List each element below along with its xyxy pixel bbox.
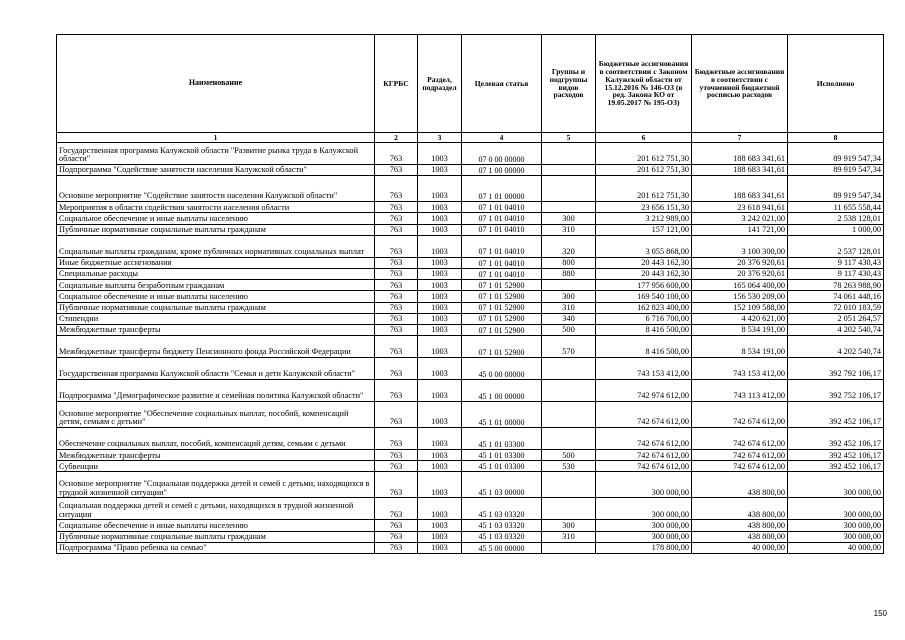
table-row	[57, 235, 884, 257]
row-target-cell: 07 1 01 04010	[462, 257, 542, 268]
row-refined-cell: 23 618 941,61	[692, 202, 788, 213]
row-executed-cell: 2 537 128,01	[788, 235, 884, 257]
row-group-cell: 300	[542, 213, 596, 224]
row-section-cell: 1003	[418, 472, 462, 498]
table-row	[57, 302, 884, 313]
column-number: 4	[462, 133, 542, 143]
row-refined-cell: 20 376 920,61	[692, 257, 788, 268]
row-group-cell	[542, 165, 596, 176]
row-target-cell: 07 1 01 52900	[462, 313, 542, 324]
row-name-cell: Государственная программа Калужской области "Семья и дети Калужской области"	[57, 358, 375, 380]
row-section-cell: 1003	[418, 165, 462, 176]
row-group-cell: 880	[542, 268, 596, 279]
row-name-cell: Основное мероприятие "Социальная поддержка детей и семей с детьми, находящихся в трудной жизненной ситуации"	[57, 472, 375, 498]
row-approved-cell: 157 121,00	[596, 224, 692, 235]
row-executed-cell: 1 000,00	[788, 224, 884, 235]
row-refined-cell: 438 800,00	[692, 472, 788, 498]
row-section-cell: 1003	[418, 380, 462, 402]
row-target-cell: 45 1 03 00000	[462, 472, 542, 498]
table-row	[57, 450, 884, 461]
table-row	[57, 313, 884, 324]
row-target-cell: 07 1 01 04010	[462, 213, 542, 224]
row-kgrbs-cell: 763	[375, 176, 418, 202]
row-kgrbs-cell: 763	[375, 520, 418, 531]
row-approved-cell: 162 823 400,00	[596, 302, 692, 313]
row-approved-cell: 169 540 100,00	[596, 291, 692, 302]
row-executed-cell: 4 202 540,74	[788, 336, 884, 358]
row-target-cell: 07 1 01 00000	[462, 176, 542, 202]
row-approved-cell: 201 612 751,30	[596, 176, 692, 202]
row-refined-cell: 4 420 621,00	[692, 313, 788, 324]
row-refined-cell: 438 800,00	[692, 498, 788, 520]
row-executed-cell: 78 263 988,90	[788, 280, 884, 291]
row-executed-cell: 392 452 106,17	[788, 461, 884, 472]
row-refined-cell: 742 674 612,00	[692, 461, 788, 472]
row-kgrbs-cell: 763	[375, 302, 418, 313]
row-kgrbs-cell: 763	[375, 428, 418, 450]
row-executed-cell: 40 000,00	[788, 542, 884, 553]
row-executed-cell: 72 010 183,59	[788, 302, 884, 313]
row-executed-cell: 392 752 106,17	[788, 380, 884, 402]
row-name-cell: Основное мероприятие "Обеспечение социальных выплат, пособий, компенсаций детям, семьям с детьми"	[57, 402, 375, 428]
row-section-cell: 1003	[418, 520, 462, 531]
row-approved-cell: 23 656 151,30	[596, 202, 692, 213]
row-kgrbs-cell: 763	[375, 461, 418, 472]
row-executed-cell: 11 655 558,44	[788, 202, 884, 213]
row-group-cell: 340	[542, 313, 596, 324]
row-group-cell	[542, 542, 596, 553]
row-section-cell: 1003	[418, 324, 462, 335]
row-group-cell: 500	[542, 450, 596, 461]
row-approved-cell: 178 800,00	[596, 542, 692, 553]
row-refined-cell: 40 000,00	[692, 542, 788, 553]
row-section-cell: 1003	[418, 461, 462, 472]
row-target-cell: 07 1 01 04010	[462, 268, 542, 279]
row-executed-cell: 2 051 264,57	[788, 313, 884, 324]
table-row	[57, 531, 884, 542]
row-name-cell: Социальное обеспечение и иные выплаты населению	[57, 213, 375, 224]
row-target-cell: 45 1 03 03320	[462, 531, 542, 542]
row-kgrbs-cell: 763	[375, 213, 418, 224]
row-executed-cell: 9 117 430,43	[788, 257, 884, 268]
row-name-cell: Межбюджетные трансферты	[57, 324, 375, 335]
row-name-cell: Публичные нормативные социальные выплаты гражданам	[57, 302, 375, 313]
row-approved-cell: 742 674 612,00	[596, 461, 692, 472]
row-target-cell: 07 0 00 00000	[462, 143, 542, 165]
row-section-cell: 1003	[418, 235, 462, 257]
table-row	[57, 520, 884, 531]
row-approved-cell: 20 443 162,30	[596, 257, 692, 268]
row-target-cell: 07 1 00 00000	[462, 165, 542, 176]
header-section: Раздел, подраздел	[418, 35, 462, 133]
row-section-cell: 1003	[418, 202, 462, 213]
row-name-cell: Государственная программа Калужской области "Развитие рынка труда в Калужской области"	[57, 143, 375, 165]
row-refined-cell: 188 683 341,61	[692, 176, 788, 202]
row-approved-cell: 742 974 612,00	[596, 380, 692, 402]
row-kgrbs-cell: 763	[375, 380, 418, 402]
row-approved-cell: 3 212 989,00	[596, 213, 692, 224]
table-row	[57, 143, 884, 165]
row-section-cell: 1003	[418, 176, 462, 202]
row-approved-cell: 742 674 612,00	[596, 428, 692, 450]
row-kgrbs-cell: 763	[375, 358, 418, 380]
row-section-cell: 1003	[418, 402, 462, 428]
table-row	[57, 165, 884, 176]
row-approved-cell: 177 956 600,00	[596, 280, 692, 291]
row-target-cell: 45 5 00 00000	[462, 542, 542, 553]
row-name-cell: Социальная поддержка детей и семей с детьми, находящихся в трудной жизненной ситуации	[57, 498, 375, 520]
table-row	[57, 428, 884, 450]
table-row	[57, 202, 884, 213]
row-group-cell: 300	[542, 291, 596, 302]
row-kgrbs-cell: 763	[375, 472, 418, 498]
row-refined-cell: 165 064 400,00	[692, 280, 788, 291]
column-number: 6	[596, 133, 692, 143]
row-refined-cell: 742 674 612,00	[692, 428, 788, 450]
table-row	[57, 498, 884, 520]
table-row	[57, 402, 884, 428]
row-approved-cell: 20 443 162,30	[596, 268, 692, 279]
row-executed-cell: 392 792 106,17	[788, 358, 884, 380]
header-approved: Бюджетные ассигнования в соответствии с Законом Калужской области от 15.12.2016 № 146-ОЗ (в ред. Закона КО от 19.05.2017 № 195-ОЗ)	[596, 35, 692, 133]
row-refined-cell: 743 113 412,00	[692, 380, 788, 402]
row-kgrbs-cell: 763	[375, 531, 418, 542]
row-executed-cell: 2 538 128,01	[788, 213, 884, 224]
row-name-cell: Обеспечение социальных выплат, пособий, компенсаций детям, семьям с детьми	[57, 428, 375, 450]
row-group-cell	[542, 498, 596, 520]
row-executed-cell: 74 061 448,16	[788, 291, 884, 302]
table-row	[57, 336, 884, 358]
row-target-cell: 45 1 01 03300	[462, 461, 542, 472]
table-row	[57, 280, 884, 291]
row-executed-cell: 392 452 106,17	[788, 450, 884, 461]
row-section-cell: 1003	[418, 313, 462, 324]
row-section-cell: 1003	[418, 280, 462, 291]
row-section-cell: 1003	[418, 498, 462, 520]
row-name-cell: Иные бюджетные ассигнования	[57, 257, 375, 268]
row-approved-cell: 8 416 500,00	[596, 336, 692, 358]
row-name-cell: Подпрограмма "Демографическое развитие и семейная политика Калужской области"	[57, 380, 375, 402]
row-refined-cell: 156 530 209,00	[692, 291, 788, 302]
row-target-cell: 07 1 01 52900	[462, 280, 542, 291]
column-number: 1	[57, 133, 375, 143]
row-name-cell: Публичные нормативные социальные выплаты гражданам	[57, 224, 375, 235]
row-refined-cell: 141 721,00	[692, 224, 788, 235]
row-executed-cell: 89 919 547,34	[788, 165, 884, 176]
row-refined-cell: 3 242 021,00	[692, 213, 788, 224]
row-section-cell: 1003	[418, 336, 462, 358]
row-approved-cell: 300 000,00	[596, 472, 692, 498]
row-name-cell: Стипендии	[57, 313, 375, 324]
table-row	[57, 268, 884, 279]
row-section-cell: 1003	[418, 268, 462, 279]
row-kgrbs-cell: 763	[375, 257, 418, 268]
row-kgrbs-cell: 763	[375, 402, 418, 428]
column-number-row	[57, 133, 884, 143]
row-refined-cell: 188 683 341,61	[692, 143, 788, 165]
header-name: Наименование	[57, 35, 375, 133]
column-number: 7	[692, 133, 788, 143]
row-section-cell: 1003	[418, 428, 462, 450]
row-target-cell: 07 1 01 52900	[462, 291, 542, 302]
row-group-cell	[542, 402, 596, 428]
row-kgrbs-cell: 763	[375, 542, 418, 553]
row-name-cell: Мероприятия в области содействия занятости населения области	[57, 202, 375, 213]
row-name-cell: Социальное обеспечение и иные выплаты населению	[57, 291, 375, 302]
row-section-cell: 1003	[418, 542, 462, 553]
row-executed-cell: 89 919 547,34	[788, 143, 884, 165]
row-name-cell: Подпрограмма "Содействие занятости населения Калужской области"	[57, 165, 375, 176]
column-number: 5	[542, 133, 596, 143]
row-group-cell	[542, 358, 596, 380]
row-kgrbs-cell: 763	[375, 324, 418, 335]
row-name-cell: Социальные выплаты безработным гражданам	[57, 280, 375, 291]
row-group-cell	[542, 280, 596, 291]
header-executed: Исполнено	[788, 35, 884, 133]
row-target-cell: 45 1 03 03320	[462, 520, 542, 531]
row-name-cell: Подпрограмма "Право ребенка на семью"	[57, 542, 375, 553]
row-group-cell: 500	[542, 324, 596, 335]
row-refined-cell: 438 800,00	[692, 520, 788, 531]
row-target-cell: 45 1 00 00000	[462, 380, 542, 402]
row-executed-cell: 4 202 540,74	[788, 324, 884, 335]
table-row	[57, 324, 884, 335]
table-row	[57, 358, 884, 380]
row-section-cell: 1003	[418, 358, 462, 380]
row-executed-cell: 392 452 106,17	[788, 402, 884, 428]
row-group-cell: 310	[542, 224, 596, 235]
row-approved-cell: 6 716 700,00	[596, 313, 692, 324]
row-name-cell: Межбюджетные трансферты бюджету Пенсионного фонда Российской Федерации	[57, 336, 375, 358]
row-name-cell: Межбюджетные трансферты	[57, 450, 375, 461]
row-group-cell	[542, 202, 596, 213]
row-section-cell: 1003	[418, 291, 462, 302]
row-kgrbs-cell: 763	[375, 291, 418, 302]
row-executed-cell: 9 117 430,43	[788, 268, 884, 279]
row-approved-cell: 300 000,00	[596, 498, 692, 520]
row-name-cell: Социальное обеспечение и иные выплаты населению	[57, 520, 375, 531]
row-refined-cell: 188 683 341,61	[692, 165, 788, 176]
row-approved-cell: 743 153 412,00	[596, 358, 692, 380]
row-target-cell: 45 1 03 03320	[462, 498, 542, 520]
row-target-cell: 07 1 01 04010	[462, 202, 542, 213]
row-executed-cell: 300 000,00	[788, 520, 884, 531]
row-refined-cell: 743 153 412,00	[692, 358, 788, 380]
row-refined-cell: 8 534 191,00	[692, 336, 788, 358]
row-group-cell	[542, 380, 596, 402]
table-row	[57, 213, 884, 224]
row-kgrbs-cell: 763	[375, 235, 418, 257]
row-kgrbs-cell: 763	[375, 450, 418, 461]
table-body	[57, 143, 884, 554]
row-group-cell	[542, 176, 596, 202]
row-refined-cell: 8 534 191,00	[692, 324, 788, 335]
row-target-cell: 07 1 01 04010	[462, 235, 542, 257]
row-kgrbs-cell: 763	[375, 202, 418, 213]
row-target-cell: 45 1 01 00000	[462, 402, 542, 428]
column-number: 3	[418, 133, 462, 143]
row-name-cell: Публичные нормативные социальные выплаты гражданам	[57, 531, 375, 542]
row-kgrbs-cell: 763	[375, 498, 418, 520]
row-target-cell: 07 1 01 52900	[462, 302, 542, 313]
table-row	[57, 380, 884, 402]
table-row	[57, 176, 884, 202]
row-refined-cell: 152 109 588,00	[692, 302, 788, 313]
row-name-cell: Субвенции	[57, 461, 375, 472]
row-name-cell: Социальные выплаты гражданам, кроме публичных нормативных социальных выплат	[57, 235, 375, 257]
row-approved-cell: 742 674 612,00	[596, 450, 692, 461]
row-group-cell: 310	[542, 302, 596, 313]
row-executed-cell: 300 000,00	[788, 472, 884, 498]
row-executed-cell: 392 452 106,17	[788, 428, 884, 450]
row-approved-cell: 201 612 751,30	[596, 143, 692, 165]
row-kgrbs-cell: 763	[375, 143, 418, 165]
row-refined-cell: 742 674 612,00	[692, 450, 788, 461]
table-row	[57, 257, 884, 268]
row-kgrbs-cell: 763	[375, 165, 418, 176]
row-kgrbs-cell: 763	[375, 280, 418, 291]
row-refined-cell: 438 800,00	[692, 531, 788, 542]
row-group-cell: 530	[542, 461, 596, 472]
table-row	[57, 472, 884, 498]
row-section-cell: 1003	[418, 213, 462, 224]
row-name-cell: Специальные расходы	[57, 268, 375, 279]
row-name-cell: Основное мероприятие "Содействие занятости населения Калужской области"	[57, 176, 375, 202]
table-row	[57, 224, 884, 235]
row-approved-cell: 3 055 868,00	[596, 235, 692, 257]
row-target-cell: 45 1 01 03300	[462, 450, 542, 461]
row-kgrbs-cell: 763	[375, 224, 418, 235]
row-refined-cell: 3 100 300,00	[692, 235, 788, 257]
row-target-cell: 07 1 01 52900	[462, 324, 542, 335]
row-target-cell: 07 1 01 04010	[462, 224, 542, 235]
row-approved-cell: 300 000,00	[596, 520, 692, 531]
row-group-cell	[542, 428, 596, 450]
row-target-cell: 07 1 01 52900	[462, 336, 542, 358]
header-refined: Бюджетные ассигнования в соответствии с уточненной бюджетной росписью расходов	[692, 35, 788, 133]
row-approved-cell: 201 612 751,30	[596, 165, 692, 176]
row-group-cell: 570	[542, 336, 596, 358]
row-group-cell: 320	[542, 235, 596, 257]
budget-table	[56, 34, 884, 554]
table-header	[57, 35, 884, 143]
row-refined-cell: 742 674 612,00	[692, 402, 788, 428]
row-kgrbs-cell: 763	[375, 313, 418, 324]
header-target: Целевая статья	[462, 35, 542, 133]
row-executed-cell: 89 919 547,34	[788, 176, 884, 202]
row-section-cell: 1003	[418, 302, 462, 313]
row-group-cell: 310	[542, 531, 596, 542]
row-executed-cell: 300 000,00	[788, 498, 884, 520]
header-group: Группы и подгруппы видов расходов	[542, 35, 596, 133]
row-group-cell	[542, 143, 596, 165]
column-number: 8	[788, 133, 884, 143]
row-kgrbs-cell: 763	[375, 268, 418, 279]
budget-document	[56, 34, 883, 554]
table-row	[57, 461, 884, 472]
row-approved-cell: 8 416 500,00	[596, 324, 692, 335]
row-group-cell: 300	[542, 520, 596, 531]
row-approved-cell: 742 674 612,00	[596, 402, 692, 428]
table-row	[57, 542, 884, 553]
header-kgrbs: КГРБС	[375, 35, 418, 133]
table-row	[57, 291, 884, 302]
column-number: 2	[375, 133, 418, 143]
row-section-cell: 1003	[418, 143, 462, 165]
row-section-cell: 1003	[418, 257, 462, 268]
row-approved-cell: 300 000,00	[596, 531, 692, 542]
row-executed-cell: 300 000,00	[788, 531, 884, 542]
row-group-cell	[542, 472, 596, 498]
row-group-cell: 800	[542, 257, 596, 268]
row-kgrbs-cell: 763	[375, 336, 418, 358]
row-section-cell: 1003	[418, 224, 462, 235]
row-target-cell: 45 0 00 00000	[462, 358, 542, 380]
row-section-cell: 1003	[418, 450, 462, 461]
page-number: 150	[873, 609, 887, 618]
row-target-cell: 45 1 01 03300	[462, 428, 542, 450]
row-refined-cell: 20 376 920,61	[692, 268, 788, 279]
row-section-cell: 1003	[418, 531, 462, 542]
